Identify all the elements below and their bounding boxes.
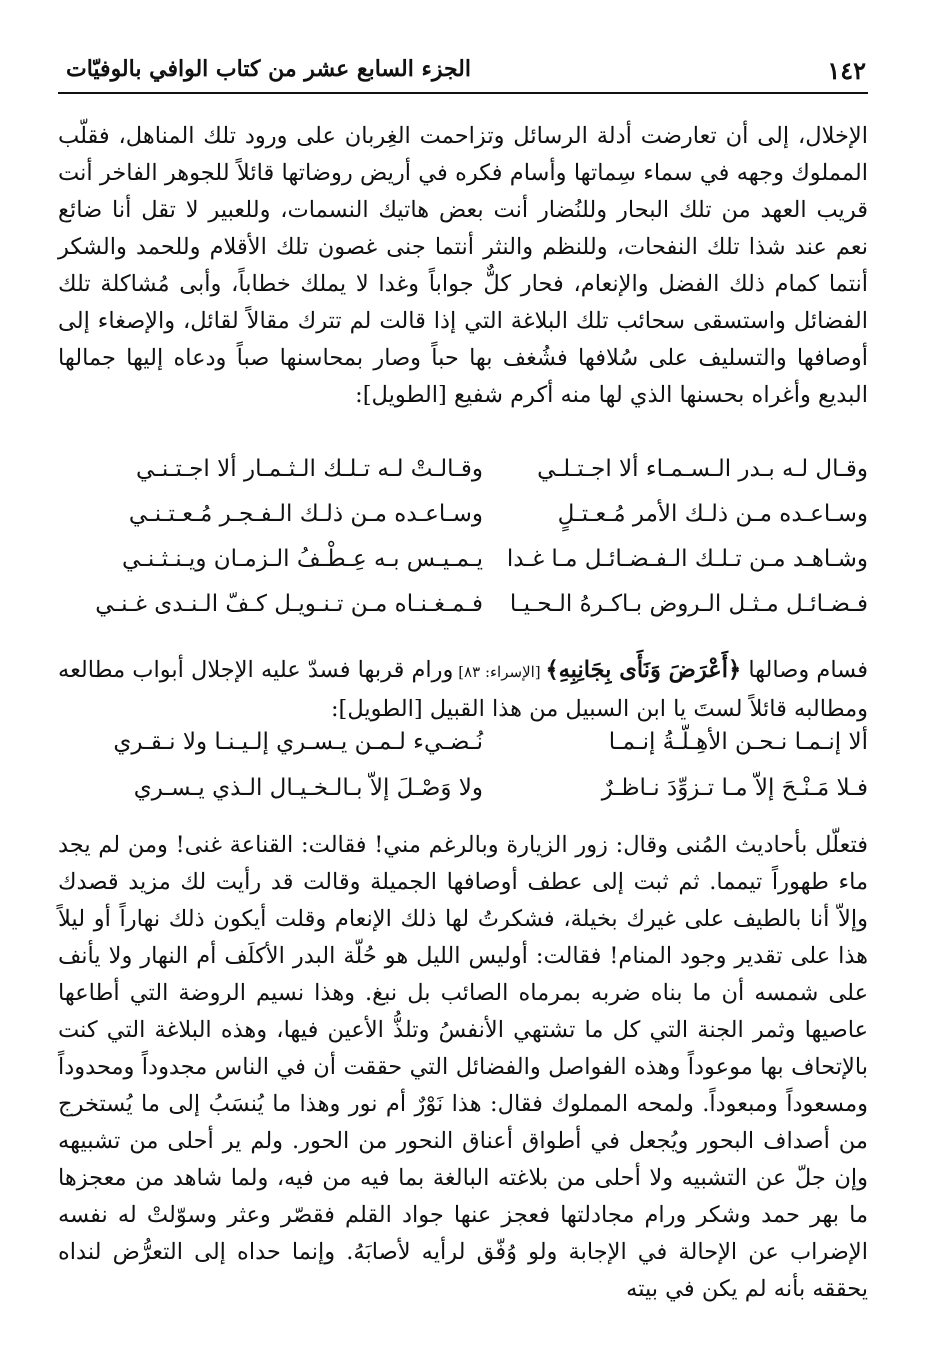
verse-first-hemistich: وقـال لـه بـدر الـسـمـاء ألا اجـتـلـي (537, 456, 868, 482)
paragraph (58, 652, 868, 728)
verse-line (58, 456, 868, 501)
verse-second-hemistich: يـمـيـس بـه عِـطْـفُ الـزمـان ويـنـثـنـي (121, 546, 483, 572)
verse-line (58, 729, 868, 775)
verse-first-hemistich: وشـاهـد مـن تـلـك الـفـضـائـل مـا غـدا (506, 546, 868, 572)
verse-second-hemistich: فـمـغـنـاه مـن تـنـويـل كـفّ الـنـدى غـنـي (95, 591, 483, 617)
verse-line (58, 546, 868, 591)
quran-reference: [الإسراء: ٨٣] (453, 663, 546, 681)
verse-line (58, 775, 868, 821)
verse-line (58, 501, 868, 546)
paragraph: الإخلال، إلى أن تعارضت أدلة الرسائل وتزاحمت الغِربان على ورود تلك المناهل، فقلّب المملوك وجهه في سماء سِماتها وأسام فكره في أريض روضاتها قائلاً للجوهر الفاخر أنت قريب العهد من تلك البحار وللنُضار أنت بعض هاتيك النسمات، وللعبير لا تقل أنا ضائع نعم عند شذا تلك النفحات، وللنظم والنثر أنتما جنى غصون تلك الأقلام وللحمد والشكر أنتما كمام ذلك الفضل والإنعام، فحار كلٌّ جواباً وغدا لا يملك خطاباً، وأبى مُشاكلة تلك الفضائل واستسقى سحائب تلك البلاغة التي إذا قالت لم تترك مقالاً لقائل، والإصغاء إلى أوصافها والتسليف على سُلافها فشُغف بها حباً وصار بمحاسنها صباً ودعاه إليها جمالها البديع وأغراه بحسنها الذي لها منه أكرم شفيع [الطويل]: (58, 123, 868, 408)
page-header (58, 46, 868, 86)
paragraph-text: ورام قربها فسدّ عليه الإجلال أبواب مطالعه ومطالبه قائلاً لستَ يا ابن السبيل من هذا القبيل [الطويل]: (58, 657, 868, 722)
verse-first-hemistich: وسـاعـده مـن ذلـك الأمر مُـعـتـلٍ (557, 501, 868, 527)
verse-second-hemistich: ولا وَصْـلَ إلاّ بـالـخـيـال الـذي يـسـري (133, 775, 483, 801)
quran-quote: ﴿أَعْرَضَ وَنَأَى بِجَانِبِهِ﴾ (545, 657, 742, 683)
verse-second-hemistich: وسـاعـده مـن ذلـك الـفـجـر مُـعـتـنـي (128, 501, 483, 527)
verse-second-hemistich: نُـضـيء لـمـن يـسـري إلـيـنـا ولا نـقـري (113, 729, 483, 755)
poem-block (58, 456, 868, 636)
page-number: ١٤٢ (827, 56, 866, 85)
header-rule (58, 92, 868, 94)
book-page (58, 0, 868, 1369)
paragraph-text: فسام وصالها (741, 657, 869, 683)
paragraph: فتعلّل بأحاديث المُنى وقال: زور الزيارة وبالرغم مني! فقالت: القناعة غنى! ومن لم يجد ماء طهوراً تيمما. ثم ثبت إلى عطف أوصافها الجميلة وقالت قد رأيت لك مزيد قصدك وإلاّ أنا بالطيف على غيرك بخيلة، فشكرتُ لها ذلك الإنعام وقلت أيكون ذلك نهاراً أو ليلاً هذا على تقدير وجود المنام! فقالت: أوليس الليل هو حُلّة البدر الأكلَف أم النهار ولا يأنف على شمسه أن ما بناه ضربه بمرماه الصائب بل نبغ. وهذا نسيم الروضة التي أطاعها عاصيها وثمر الجنة التي كل ما تشتهي الأنفسُ وتلذُّ الأعين فيها، وهذه البلاغة التي كنت بالإتحاف بها موعوداً وهذه الفواصل والفضائل التي حققت أن في الناس مجدوداً ومحدوداً ومسعوداً ومبعوداً. ولمحه المملوك فقال: هذا نَوْرٌ أم نور وهذا ما يُنسَبُ إلى ما يُستخرج من أصداف البحور ويُجعل في أطواق أعناق النحور من الحور. ولم ير أحلى من تشبيهه وإن جلّ عن التشبيه ولا أحلى من بلاغته البالغة بما فيه من فيه، ولما شاهد من معجزها ما بهر حمد وشكر ورام مجادلتها فعجز عنها جواد القلم فقصّر وعثر وسوّلتْ له نفسه الإضراب عن الإحالة في الإجابة ولو وُفّق لرأيه لأصابَهُ. وإنما حداه إلى التعرُّض لنداه يحققه بأنه لم يكن في بيته (58, 832, 868, 1302)
poem-block (58, 729, 868, 821)
verse-line (58, 591, 868, 636)
verse-first-hemistich: فـضـائـل مـثـل الـروض بـاكـرهُ الـحـيـا (509, 591, 868, 617)
verse-second-hemistich: وقـالـتْ لـه تـلـك الـثـمـار ألا اجـتـنـي (135, 456, 483, 482)
running-title: الجزء السابع عشر من كتاب الوافي بالوفيّات (66, 56, 471, 82)
verse-first-hemistich: ألا إنـمـا نـحـن الأهِـلّـةُ إنـمـا (608, 729, 868, 755)
verse-first-hemistich: فـلا مَـنْـحَ إلاّ مـا تـزوِّدَ نـاظـرٌ (601, 775, 868, 801)
